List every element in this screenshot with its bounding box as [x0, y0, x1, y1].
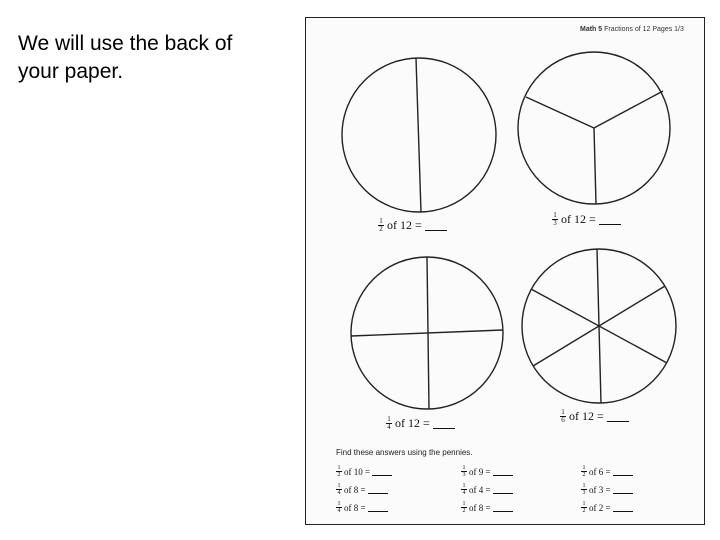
fraction	[552, 212, 558, 227]
fraction-denominator: 2	[462, 508, 466, 514]
answer-blank	[368, 486, 388, 494]
answer-blank	[425, 221, 447, 231]
fraction-denominator: 3	[582, 490, 586, 496]
task-item	[336, 465, 392, 478]
task-item	[461, 501, 513, 514]
fraction-denominator: 2	[582, 472, 586, 478]
fraction-denominator: 4	[462, 490, 466, 496]
task-text: of 9 =	[469, 466, 491, 477]
fraction	[336, 501, 342, 514]
circle-thirds-divider-2	[594, 91, 663, 128]
worksheet-header-bold: Math 5	[580, 26, 603, 33]
fraction-numerator: 1	[387, 415, 391, 423]
fraction-numerator: 1	[462, 501, 466, 507]
worksheet-header-rest: Fractions of 12 Pages 1/3	[604, 26, 684, 33]
task-item	[336, 483, 388, 496]
task-text: of 4 =	[469, 484, 491, 495]
fraction	[461, 501, 467, 514]
fraction-numerator: 1	[561, 408, 565, 416]
fraction-numerator: 1	[582, 501, 586, 507]
worksheet-image	[305, 17, 705, 525]
fraction-numerator: 1	[553, 211, 557, 219]
fraction-numerator: 1	[462, 483, 466, 489]
caption-text: of 12 =	[387, 218, 422, 232]
fraction	[378, 218, 384, 233]
task-text: of 2 =	[589, 502, 611, 513]
fraction-denominator: 4	[337, 508, 341, 514]
answer-blank	[493, 486, 513, 494]
task-text: of 8 =	[469, 502, 491, 513]
fraction-denominator: 2	[582, 508, 586, 514]
fraction-denominator: 2	[379, 225, 383, 233]
answer-blank	[613, 468, 633, 476]
fraction	[560, 409, 566, 424]
answer-blank	[368, 504, 388, 512]
answer-blank	[607, 412, 629, 422]
caption-text: of 12 =	[561, 212, 596, 226]
slide-text-line-2: your paper.	[18, 60, 124, 83]
circle-caption-1	[378, 218, 447, 233]
answer-blank	[493, 468, 513, 476]
fraction-numerator: 1	[462, 465, 466, 471]
answer-blank	[599, 215, 621, 225]
fraction-denominator: 3	[462, 472, 466, 478]
circle-caption-2	[552, 212, 621, 227]
answer-blank	[613, 504, 633, 512]
circle-caption-3	[386, 416, 455, 431]
task-text: of 6 =	[589, 466, 611, 477]
fraction-denominator: 2	[337, 472, 341, 478]
fraction	[581, 465, 587, 478]
fraction-numerator: 1	[337, 501, 341, 507]
slide-text	[18, 30, 288, 86]
circle-caption-4	[560, 409, 629, 424]
circle-quarters-divider-h	[351, 330, 503, 336]
task-item	[461, 465, 513, 478]
fraction-numerator: 1	[337, 483, 341, 489]
fraction-denominator: 4	[337, 490, 341, 496]
fraction-numerator: 1	[337, 465, 341, 471]
circle-thirds-divider-1	[526, 97, 594, 128]
fraction	[581, 501, 587, 514]
caption-text: of 12 =	[569, 409, 604, 423]
fraction	[461, 465, 467, 478]
task-text: of 8 =	[344, 484, 366, 495]
fraction-denominator: 4	[387, 423, 391, 431]
fraction	[336, 483, 342, 496]
slide-text-line-1: We will use the back of	[18, 32, 233, 55]
task-item	[336, 501, 388, 514]
answer-blank	[433, 419, 455, 429]
answer-blank	[372, 468, 392, 476]
fraction-numerator: 1	[582, 465, 586, 471]
task-title: Find these answers using the pennies.	[336, 448, 473, 457]
answer-blank	[613, 486, 633, 494]
task-item	[581, 483, 633, 496]
task-text: of 8 =	[344, 502, 366, 513]
task-item	[461, 483, 513, 496]
fraction	[336, 465, 342, 478]
fraction-denominator: 3	[553, 219, 557, 227]
task-item	[581, 465, 633, 478]
fraction	[461, 483, 467, 496]
fraction-numerator: 1	[582, 483, 586, 489]
answer-blank	[493, 504, 513, 512]
fraction	[386, 416, 392, 431]
task-text: of 10 =	[344, 466, 371, 477]
fraction	[581, 483, 587, 496]
circle-sixths-divider-3	[533, 286, 665, 366]
caption-text: of 12 =	[395, 416, 430, 430]
fraction-numerator: 1	[379, 217, 383, 225]
fraction-denominator: 6	[561, 416, 565, 424]
task-item	[581, 501, 633, 514]
circle-thirds-divider-3	[594, 128, 596, 204]
task-text: of 3 =	[589, 484, 611, 495]
circle-halves-divider	[416, 58, 421, 212]
